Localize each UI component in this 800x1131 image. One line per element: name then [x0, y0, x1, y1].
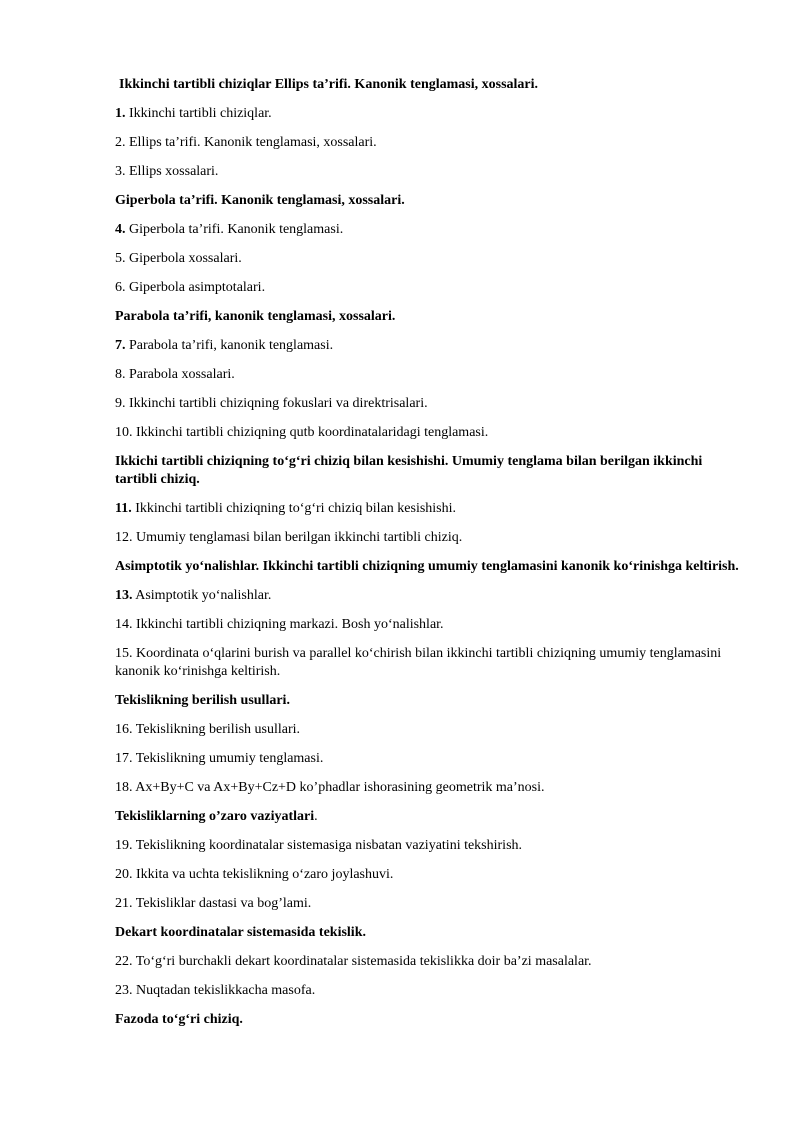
section-heading-asymptotic: Asimptotik yo‘nalishlar. Ikkinchi tartibli chiziqning umumiy tenglamasini kanonik ko‘rinishga keltirish. — [115, 559, 739, 574]
list-item-6: 6. Giperbola asimptotalari. — [115, 280, 266, 295]
section-heading-space-line: Fazoda to‘g‘ri chiziq. — [115, 1012, 243, 1027]
list-item-16: 16. Tekislikning berilish usullari. — [115, 722, 301, 737]
list-item-3: 3. Ellips xossalari. — [115, 164, 219, 179]
list-item-2: 2. Ellips ta’rifi. Kanonik tenglamasi, xossalari. — [115, 135, 377, 150]
list-item-4 — [115, 221, 740, 239]
item-text: Parabola ta’rifi, kanonik tenglamasi. — [125, 338, 334, 353]
list-item-5: 5. Giperbola xossalari. — [115, 251, 242, 266]
item-number: 7. — [115, 338, 126, 353]
section-heading-cartesian-plane: Dekart koordinatalar sistemasida tekislik. — [115, 925, 366, 940]
heading-suffix: . — [314, 809, 318, 824]
list-item-14: 14. Ikkinchi tartibli chiziqning markazi. Bosh yo‘nalishlar. — [115, 617, 444, 632]
document-content — [115, 76, 740, 1040]
item-number: 4. — [115, 222, 126, 237]
list-item-8: 8. Parabola xossalari. — [115, 367, 235, 382]
item-text: Asimptotik yo‘nalishlar. — [132, 588, 272, 603]
list-item-22: 22. To‘g‘ri burchakli dekart koordinatalar sistemasida tekislikka doir ba’zi masalalar. — [115, 954, 592, 969]
heading-text: Tekisliklarning o’zaro vaziyatlari — [115, 809, 315, 824]
list-item-15: 15. Koordinata o‘qlarini burish va parallel ko‘chirish bilan ikkinchi tartibli chiziqning umumiy tenglamasini kanonik ko‘rinishga keltirish. — [115, 646, 722, 679]
list-item-19: 19. Tekislikning koordinatalar sistemasiga nisbatan vaziyatini tekshirish. — [115, 838, 523, 853]
list-item-20: 20. Ikkita va uchta tekislikning o‘zaro joylashuvi. — [115, 867, 394, 882]
list-item-23: 23. Nuqtadan tekislikkacha masofa. — [115, 983, 316, 998]
section-heading-ellipse: Ikkinchi tartibli chiziqlar Ellips ta’rifi. Kanonik tenglamasi, xossalari. — [119, 77, 539, 92]
item-number: 11. — [115, 501, 132, 516]
item-text: Ikkinchi tartibli chiziqlar. — [125, 106, 272, 121]
item-number: 1. — [115, 106, 126, 121]
list-item-17: 17. Tekislikning umumiy tenglamasi. — [115, 751, 324, 766]
item-text: Ikkinchi tartibli chiziqning to‘g‘ri chiziq bilan kesishishi. — [131, 501, 457, 516]
list-item-11 — [115, 500, 740, 518]
item-text: Giperbola ta’rifi. Kanonik tenglamasi. — [125, 222, 344, 237]
item-number: 13. — [115, 588, 133, 603]
list-item-13 — [115, 587, 740, 605]
section-heading-parabola: Parabola ta’rifi, kanonik tenglamasi, xossalari. — [115, 309, 396, 324]
list-item-7 — [115, 337, 740, 355]
section-heading-intersection: Ikkichi tartibli chiziqning to‘g‘ri chiziq bilan kesishishi. Umumiy tenglama bilan berilgan ikkinchi tartibli chiziq. — [115, 454, 703, 487]
list-item-9: 9. Ikkinchi tartibli chiziqning fokuslari va direktrisalari. — [115, 396, 428, 411]
section-heading-hyperbola: Giperbola ta’rifi. Kanonik tenglamasi, xossalari. — [115, 193, 405, 208]
list-item-1 — [115, 105, 740, 123]
list-item-10: 10. Ikkinchi tartibli chiziqning qutb koordinatalaridagi tenglamasi. — [115, 425, 489, 440]
list-item-21: 21. Tekisliklar dastasi va bog’lami. — [115, 896, 312, 911]
list-item-18: 18. Ax+By+C va Ax+By+Cz+D ko’phadlar ishorasining geometrik ma’nosi. — [115, 780, 545, 795]
section-heading-plane-definition: Tekislikning berilish usullari. — [115, 693, 290, 708]
section-heading-plane-positions — [115, 808, 740, 826]
list-item-12: 12. Umumiy tenglamasi bilan berilgan ikkinchi tartibli chiziq. — [115, 530, 463, 545]
